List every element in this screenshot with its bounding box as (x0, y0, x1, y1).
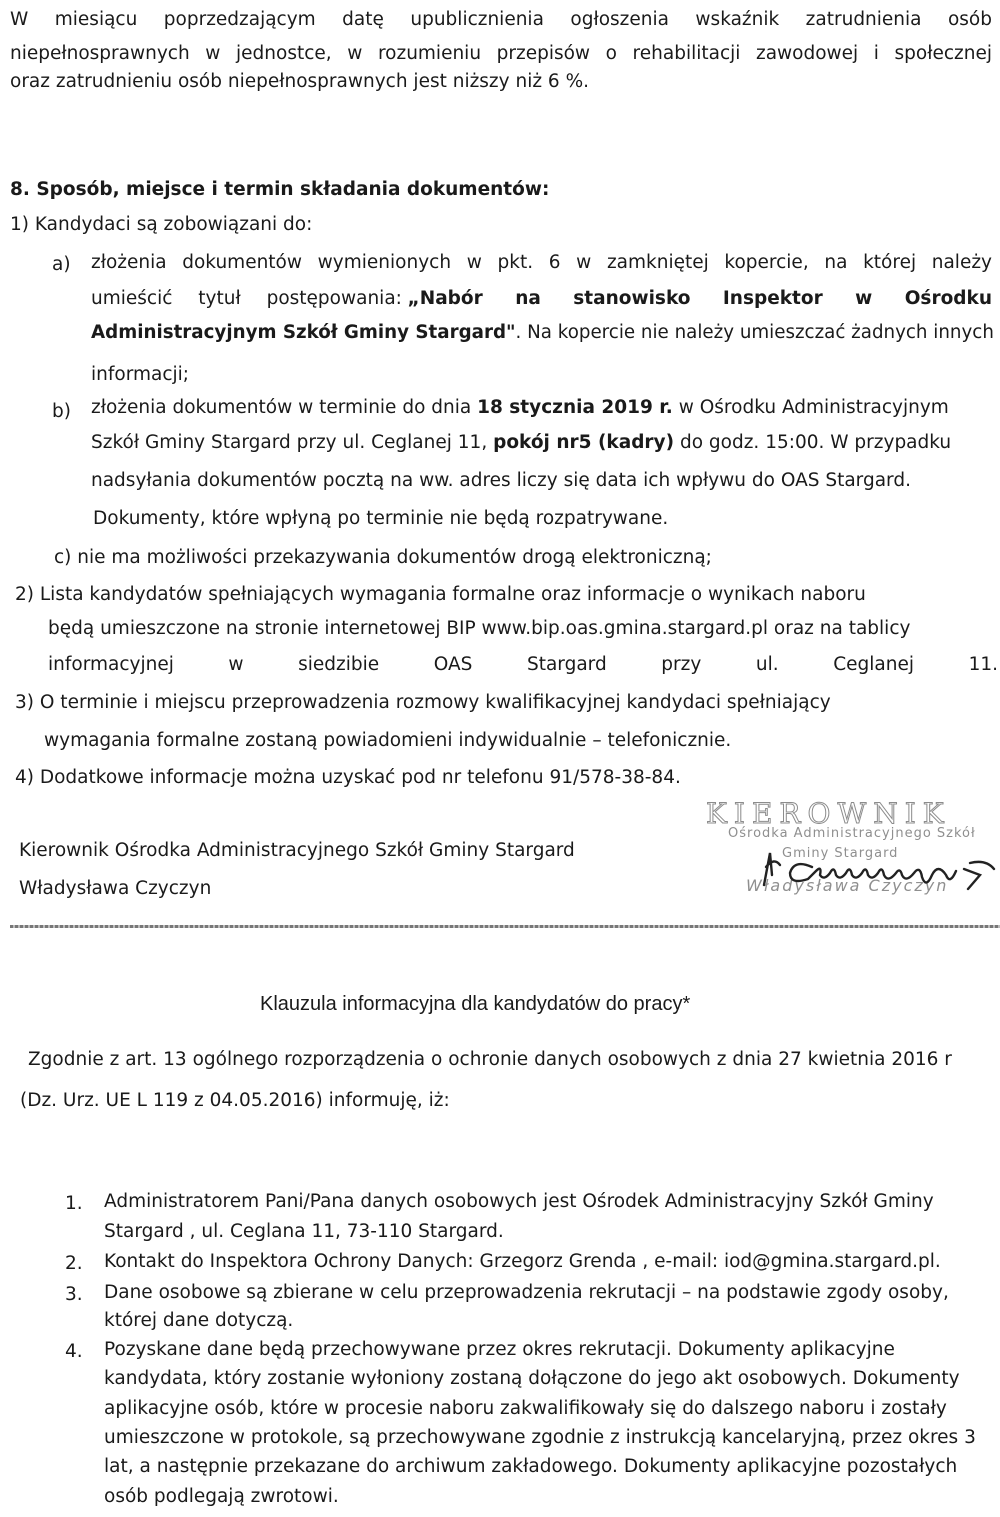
list-item-line: Pozyskane dane będą przechowywane przez okres rekrutacji. Dokumenty aplikacyjne (104, 1339, 895, 1360)
sub-item-text: . Na kopercie nie należy umieszczać żadnych innych (515, 322, 994, 343)
sub-item-text: Szkół Gminy Stargard przy ul. Ceglanej 11, (91, 432, 488, 453)
list-marker: a) (52, 254, 71, 275)
sub-item-line: nadsyłania dokumentów pocztą na ww. adres liczy się data ich wpływu do OAS Stargard. (91, 470, 911, 491)
list-item: 3) O terminie i miejscu przeprowadzenia rozmowy kwalifikacyjnej kandydaci spełniający (15, 692, 831, 713)
divider (10, 925, 1000, 928)
stamp-title: KIEROWNIK (706, 797, 951, 830)
sub-item-text: w Ośrodku Administracyjnym (678, 397, 949, 418)
signatory-role: Kierownik Ośrodka Administracyjnego Szkół Gminy Stargard (19, 840, 575, 861)
list-item: 2) Lista kandydatów spełniających wymagania formalne oraz informacje o wynikach naboru (15, 584, 866, 605)
sub-item-line: informacji; (91, 364, 190, 385)
list-item-line: lat, a następnie przekazane do archiwum zakładowego. Dokumenty aplikacyjne pozostałych (104, 1456, 958, 1477)
deadline-date: 18 stycznia 2019 r. (477, 397, 673, 418)
sub-item-line (91, 321, 994, 345)
list-item-line: kandydata, który zostanie wyłoniony zostaną dołączone do jego akt osobowych. Dokumenty (104, 1368, 960, 1389)
clause-title: Klauzula informacyjna dla kandydatów do pracy* (260, 993, 691, 1015)
stamp-name: Władysława Czyczyn (746, 876, 949, 895)
section-title: 8. Sposób, miejsce i termin składania dokumentów: (10, 179, 550, 200)
list-item-line: której dane dotyczą. (104, 1310, 294, 1331)
room-number: pokój nr5 (kadry) (493, 432, 675, 453)
sub-item-text: złożenia dokumentów w terminie do dnia (91, 397, 472, 418)
list-number: 1. (65, 1193, 83, 1214)
list-item-line: osób podlegają zwrotowi. (104, 1486, 339, 1507)
clause-intro: (Dz. Urz. UE L 119 z 04.05.2016) informuję, iż: (20, 1090, 450, 1111)
list-item-line: Dane osobowe są zbierane w celu przeprowadzenia rekrutacji – na podstawie zgody osoby, (104, 1282, 949, 1303)
stamp-line: Ośrodka Administracyjnego Szkół (728, 826, 976, 841)
sub-item-line (91, 287, 992, 311)
sub-item-line (91, 431, 951, 455)
sub-item-text: umieścić tytuł postępowania: (91, 288, 402, 309)
list-item: 1) Kandydaci są zobowiązani do: (10, 214, 313, 235)
list-item-line: Stargard , ul. Ceglana 11, 73-110 Stargard. (104, 1221, 504, 1242)
list-item-line: aplikacyjne osób, które w procesie naboru zakwalifikowały się do dalszego naboru i zostały (104, 1398, 947, 1419)
sub-item-line: Dokumenty, które wpłyną po terminie nie będą rozpatrywane. (93, 508, 669, 529)
signatory-name: Władysława Czyczyn (19, 878, 212, 899)
list-item-line: Administratorem Pani/Pana danych osobowych jest Ośrodek Administracyjny Szkół Gminy (104, 1191, 934, 1212)
list-item-line: informacyjnej w siedzibie OAS Stargard przy ul. Ceglanej 11. (48, 654, 998, 675)
list-item: 4) Dodatkowe informacje można uzyskać pod nr telefonu 91/578-38-84. (15, 767, 681, 788)
intro-line: niepełnosprawnych w jednostce, w rozumieniu przepisów o rehabilitacji zawodowej i społecznej (10, 43, 992, 64)
list-item-line: wymagania formalne zostaną powiadomieni indywidualnie – telefonicznie. (44, 730, 732, 751)
clause-intro: Zgodnie z art. 13 ogólnego rozporządzenia o ochronie danych osobowych z dnia 27 kwietnia 2016 r (28, 1049, 952, 1070)
list-number: 2. (65, 1253, 83, 1274)
stamp-line: Gminy Stargard (782, 846, 899, 861)
intro-line: oraz zatrudnieniu osób niepełnosprawnych jest niższy niż 6 %. (10, 71, 590, 92)
sub-item-line: c) nie ma możliwości przekazywania dokumentów drogą elektroniczną; (54, 547, 712, 568)
list-item-line: Kontakt do Inspektora Ochrony Danych: Grzegorz Grenda , e-mail: iod@gmina.stargard.pl. (104, 1251, 941, 1272)
list-marker: b) (52, 401, 71, 422)
official-stamp (700, 793, 1000, 913)
sub-item-line (91, 396, 949, 420)
intro-line: W miesiącu poprzedzającym datę upublicznienia ogłoszenia wskaźnik zatrudnienia osób (10, 9, 992, 30)
list-item-line: będą umieszczone na stronie internetowej BIP www.bip.oas.gmina.stargard.pl oraz na tablicy (48, 618, 911, 639)
list-number: 4. (65, 1341, 83, 1362)
sub-item-text: do godz. 15:00. W przypadku (679, 432, 952, 453)
handwritten-signature (750, 845, 1000, 895)
list-item-line: umieszczone w protokole, są przechowywane zgodnie z instrukcją kancelaryjną, przez okres 3 (104, 1427, 976, 1448)
sub-item-title: Administracyjnym Szkół Gminy Stargard" (91, 322, 516, 343)
sub-item-line: złożenia dokumentów wymienionych w pkt. 6 w zamkniętej kopercie, na której należy (91, 252, 992, 273)
list-number: 3. (65, 1284, 83, 1305)
sub-item-title: „Nabór na stanowisko Inspektor w Ośrodku (407, 288, 992, 309)
